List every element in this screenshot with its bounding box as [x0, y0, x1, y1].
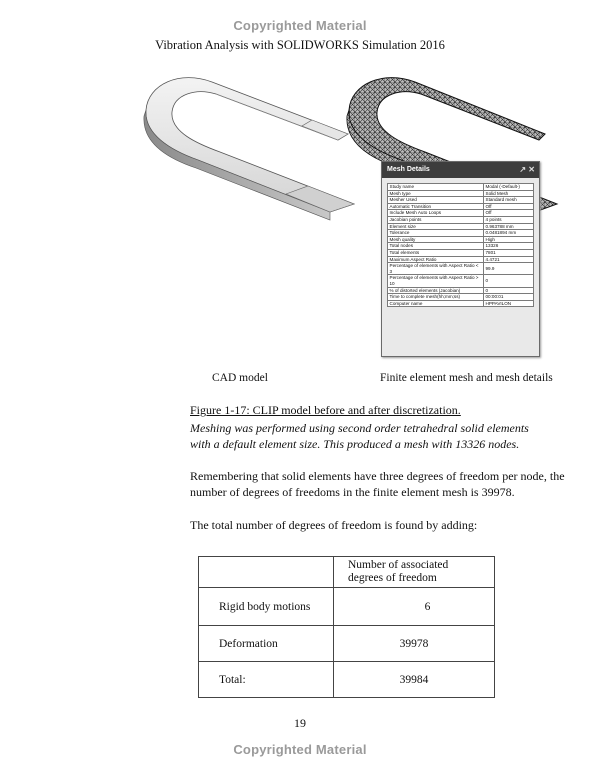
dof-row-label: Rigid body motions [199, 588, 334, 626]
mesh-key: Jacobian points [388, 216, 484, 223]
mesh-key: Automatic Transition [388, 203, 484, 210]
mesh-value: Off [484, 203, 534, 210]
close-icon[interactable]: ✕ [528, 165, 535, 174]
mesh-value: HPPAVILON [484, 300, 534, 307]
figure-caption: Figure 1-17: CLIP model before and after discretization. [190, 403, 461, 417]
dof-table [198, 556, 495, 698]
pin-icon[interactable]: ↗ [519, 165, 527, 174]
mesh-value: 4.4721 [484, 256, 534, 263]
mesh-value: Solid Mesh [484, 190, 534, 197]
meshing-note: Meshing was performed using second order tetrahedral solid elements with a default element size. This produced a mesh with 13326 nodes. [190, 421, 529, 451]
watermark-bottom: Copyrighted Material [233, 742, 367, 757]
mesh-key: Element size [388, 223, 484, 230]
dof-row-label: Deformation [199, 626, 334, 662]
mesh-value: Modal (-Default-) [484, 184, 534, 191]
watermark-top: Copyrighted Material [233, 18, 367, 33]
dof-row-value: 39984 [334, 662, 495, 698]
mesh-value: High [484, 236, 534, 243]
mesh-value: Off [484, 210, 534, 217]
mesh-key: Mesh quality [388, 236, 484, 243]
mesh-key: Percentage of elements with Aspect Ratio > 10 [388, 275, 484, 287]
mesh-value: 7801 [484, 249, 534, 256]
mesh-key: Computer name [388, 300, 484, 307]
paragraph-total-dof: The total number of degrees of freedom is found by adding: [190, 518, 478, 532]
mesh-key: % of distorted elements (Jacobian) [388, 287, 484, 294]
mesh-value: 4 points [484, 216, 534, 223]
mesh-value: Standard mesh [484, 197, 534, 204]
mesh-key: Total elements [388, 249, 484, 256]
mesh-value: 0 [484, 287, 534, 294]
mesh-details-titlebar [382, 162, 539, 178]
mesh-key: Maximum Aspect Ratio [388, 256, 484, 263]
dof-table-header: Number of associated degrees of freedom [334, 557, 495, 588]
mesh-key: Mesh type [388, 190, 484, 197]
mesh-key: Total nodes [388, 243, 484, 250]
mesh-key: Tolerance [388, 230, 484, 237]
mesh-key: Include Mesh Auto Loops [388, 210, 484, 217]
cad-caption: CAD model [212, 372, 268, 384]
dof-row-value: 39978 [334, 626, 495, 662]
mesh-key: Mesher Used [388, 197, 484, 204]
cad-model-image [140, 72, 370, 222]
mesh-key: Percentage of elements with Aspect Ratio < 3 [388, 263, 484, 275]
mesh-value: 0.963788 mm [484, 223, 534, 230]
dof-table-empty-header [199, 557, 334, 588]
mesh-details-table [387, 183, 534, 307]
fem-caption: Finite element mesh and mesh details [380, 372, 553, 384]
dof-row-value: 6 [334, 588, 495, 626]
mesh-details-panel [381, 161, 540, 357]
mesh-value: 0.0481894 mm [484, 230, 534, 237]
dof-row-label: Total: [199, 662, 334, 698]
mesh-value: 13326 [484, 243, 534, 250]
mesh-value: 0 [484, 275, 534, 287]
mesh-value: 99.9 [484, 263, 534, 275]
mesh-details-title: Mesh Details [387, 166, 430, 173]
mesh-key: Study name [388, 184, 484, 191]
mesh-value: 00:00:01 [484, 294, 534, 301]
page-number: 19 [294, 716, 306, 730]
running-header: Vibration Analysis with SOLIDWORKS Simulation 2016 [155, 38, 445, 52]
mesh-key: Time to complete mesh(hh;mm;ss) [388, 294, 484, 301]
paragraph-dof-per-node: Remembering that solid elements have three degrees of freedom per node, the number of degrees of freedoms in the finite element mesh is 39978. [190, 469, 565, 499]
